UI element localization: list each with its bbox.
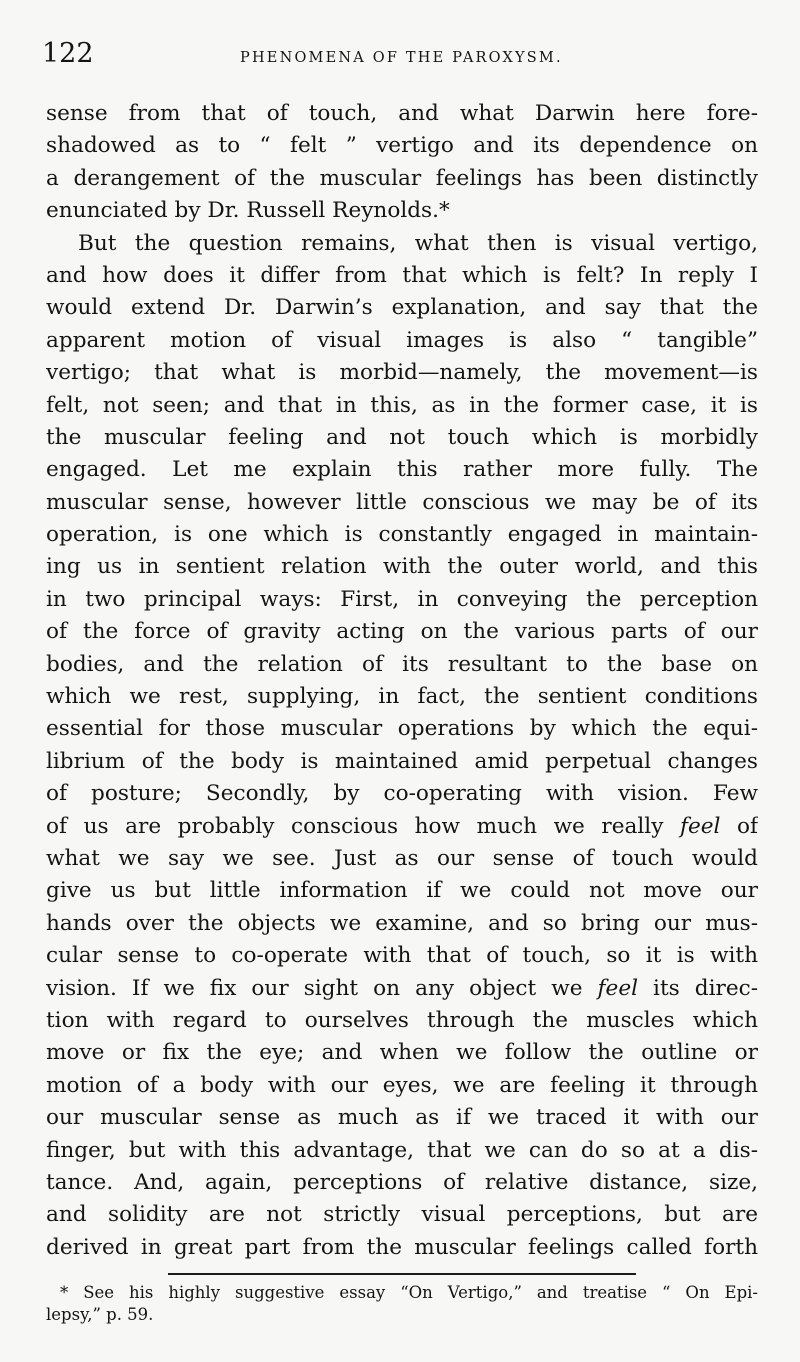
text-line: vision. If we fix our sight on any object we feel its direc-: [46, 975, 758, 1001]
text-line: tion with regard to ourselves through the muscles which: [46, 1007, 758, 1033]
text-line: enunciated by Dr. Russell Reynolds.*: [46, 198, 450, 224]
text-line: hands over the objects we examine, and so bring our mus-: [46, 910, 758, 936]
text-line: vertigo; that what is morbid—namely, the movement—is: [46, 360, 758, 386]
text-line: cular sense to co-operate with that of touch, so it is with: [46, 943, 758, 969]
text-line: in two principal ways: First, in conveying the perception: [46, 586, 758, 612]
running-head: PHENOMENA OF THE PAROXYSM.: [240, 50, 563, 66]
text-line: of us are probably conscious how much we really feel of: [46, 813, 758, 839]
text-line: of posture; Secondly, by co-operating with vision. Few: [46, 781, 758, 807]
text-line: essential for those muscular operations by which the equi-: [46, 716, 758, 742]
text-line: felt, not seen; and that in this, as in the former case, it is: [46, 392, 758, 418]
text-line: But the question remains, what then is visual vertigo,: [78, 230, 758, 256]
footnote-line: * See his highly suggestive essay “On Vertigo,” and treatise “ On Epi-: [60, 1283, 758, 1302]
footnote-line: lepsy,” p. 59.: [46, 1305, 154, 1324]
text-line: finger, but with this advantage, that we can do so at a dis-: [46, 1137, 758, 1163]
footnote: [46, 1282, 758, 1326]
text-line: of the force of gravity acting on the various parts of our: [46, 619, 758, 645]
text-line: which we rest, supplying, in fact, the sentient conditions: [46, 684, 758, 710]
text-line: operation, is one which is constantly engaged in maintain-: [46, 522, 758, 548]
text-line: and how does it differ from that which is felt? In reply I: [46, 262, 758, 288]
text-line: move or fix the eye; and when we follow the outline or: [46, 1040, 758, 1066]
text-line: and solidity are not strictly visual perceptions, but are: [46, 1202, 758, 1228]
text-line: give us but little information if we could not move our: [46, 878, 758, 904]
text-line: our muscular sense as much as if we traced it with our: [46, 1105, 758, 1131]
text-line: sense from that of touch, and what Darwin here fore-: [46, 101, 758, 126]
footnote-divider: [168, 1273, 636, 1275]
text-line: motion of a body with our eyes, we are feeling it through: [46, 1072, 758, 1098]
text-line: the muscular feeling and not touch which is morbidly: [46, 424, 758, 450]
text-line: engaged. Let me explain this rather more fully. The: [46, 457, 758, 483]
text-line: ing us in sentient relation with the outer world, and this: [46, 554, 758, 580]
text-line: what we say we see. Just as our sense of touch would: [46, 845, 758, 871]
text-line: librium of the body is maintained amid perpetual changes: [46, 748, 758, 774]
text-line: would extend Dr. Darwin’s explanation, and say that the: [46, 295, 758, 321]
text-line: shadowed as to “ felt ” vertigo and its dependence on: [46, 133, 758, 159]
text-line: apparent motion of visual images is also “ tangible”: [46, 327, 758, 353]
page-header: [40, 38, 760, 78]
page-number: 122: [42, 38, 94, 69]
body-text: [46, 98, 758, 1264]
italic-word: feel: [597, 975, 639, 1001]
text-line: muscular sense, however little conscious we may be of its: [46, 489, 758, 515]
italic-word: feel: [679, 813, 721, 839]
text-line: a derangement of the muscular feelings has been distinctly: [46, 165, 758, 191]
text-line: bodies, and the relation of its resultant to the base on: [46, 651, 758, 677]
text-line: derived in great part from the muscular feelings called forth: [46, 1234, 758, 1260]
text-line: tance. And, again, perceptions of relative distance, size,: [46, 1169, 758, 1195]
